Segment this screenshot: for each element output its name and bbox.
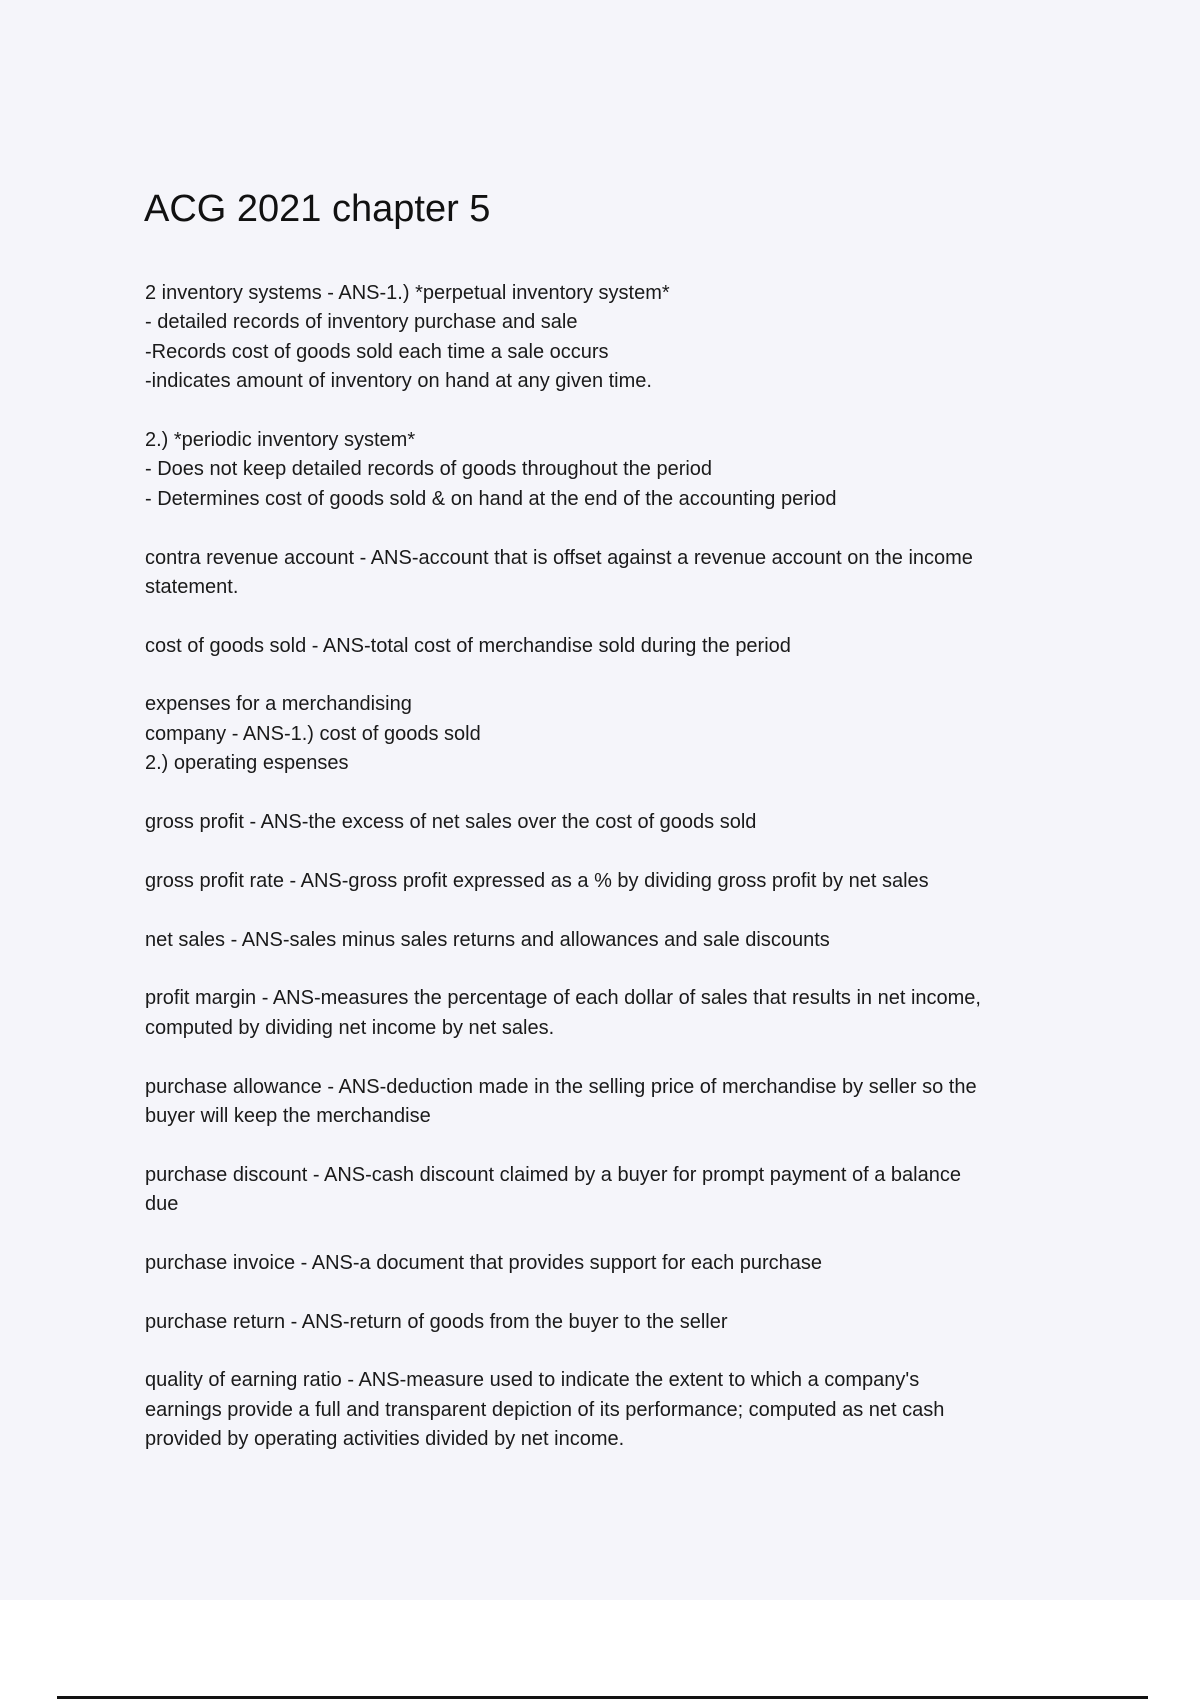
entry-line: purchase discount - ANS-cash discount claimed by a buyer for prompt payment of a balance	[145, 1163, 961, 1186]
entry-line: - Does not keep detailed records of goods throughout the period	[145, 458, 713, 481]
entry-line: purchase invoice - ANS-a document that provides support for each purchase	[145, 1251, 823, 1274]
entry-line: purchase return - ANS-return of goods from the buyer to the seller	[145, 1310, 728, 1333]
entry-line: profit margin - ANS-measures the percentage of each dollar of sales that results in net income,	[145, 987, 981, 1010]
flashcard-entry	[145, 632, 981, 661]
entry-line: provided by operating activities divided by net income.	[145, 1428, 625, 1451]
flashcard-entry	[145, 926, 981, 955]
entry-line: earnings provide a full and transparent depiction of its performance; computed as net cash	[145, 1398, 945, 1421]
flashcard-entry	[145, 1161, 981, 1220]
entry-line: gross profit rate - ANS-gross profit expressed as a % by dividing gross profit by net sales	[145, 869, 929, 892]
entry-line: company - ANS-1.) cost of goods sold	[145, 722, 481, 745]
flashcard-entry	[145, 867, 981, 896]
entry-line: 2.) *periodic inventory system*	[145, 428, 416, 451]
flashcard-entry	[145, 808, 981, 837]
entry-line: gross profit - ANS-the excess of net sales over the cost of goods sold	[145, 811, 757, 834]
document-body	[145, 279, 981, 1484]
entry-line: quality of earning ratio - ANS-measure used to indicate the extent to which a company's	[145, 1369, 920, 1392]
entry-line: - detailed records of inventory purchase and sale	[145, 311, 578, 334]
entry-line: contra revenue account - ANS-account that is offset against a revenue account on the income	[145, 546, 973, 569]
entry-line: computed by dividing net income by net sales.	[145, 1016, 555, 1039]
flashcard-entry	[145, 1249, 981, 1278]
flashcard-entry	[145, 984, 981, 1043]
flashcard-entry	[145, 1366, 981, 1454]
flashcard-entry	[145, 426, 981, 514]
flashcard-entry	[145, 279, 981, 397]
flashcard-entry	[145, 544, 981, 603]
flashcard-entry	[145, 1073, 981, 1132]
entry-line: 2.) operating espenses	[145, 752, 349, 775]
entry-line: net sales - ANS-sales minus sales returns and allowances and sale discounts	[145, 928, 830, 951]
page-divider	[57, 1696, 1148, 1699]
entry-line: 2 inventory systems - ANS-1.) *perpetual inventory system*	[145, 282, 670, 304]
entry-line: -Records cost of goods sold each time a sale occurs	[145, 340, 609, 363]
entry-line: statement.	[145, 575, 239, 598]
document-title: ACG 2021 chapter 5	[144, 188, 491, 230]
entry-line: due	[145, 1193, 179, 1216]
entry-line: buyer will keep the merchandise	[145, 1104, 431, 1127]
entry-line: -indicates amount of inventory on hand at any given time.	[145, 370, 652, 393]
entry-line: expenses for a merchandising	[145, 693, 412, 716]
entry-line: cost of goods sold - ANS-total cost of merchandise sold during the period	[145, 634, 791, 657]
entry-line: purchase allowance - ANS-deduction made in the selling price of merchandise by seller so the	[145, 1075, 977, 1098]
flashcard-entry	[145, 690, 981, 778]
entry-line: - Determines cost of goods sold & on hand at the end of the accounting period	[145, 487, 837, 510]
flashcard-entry	[145, 1308, 981, 1337]
